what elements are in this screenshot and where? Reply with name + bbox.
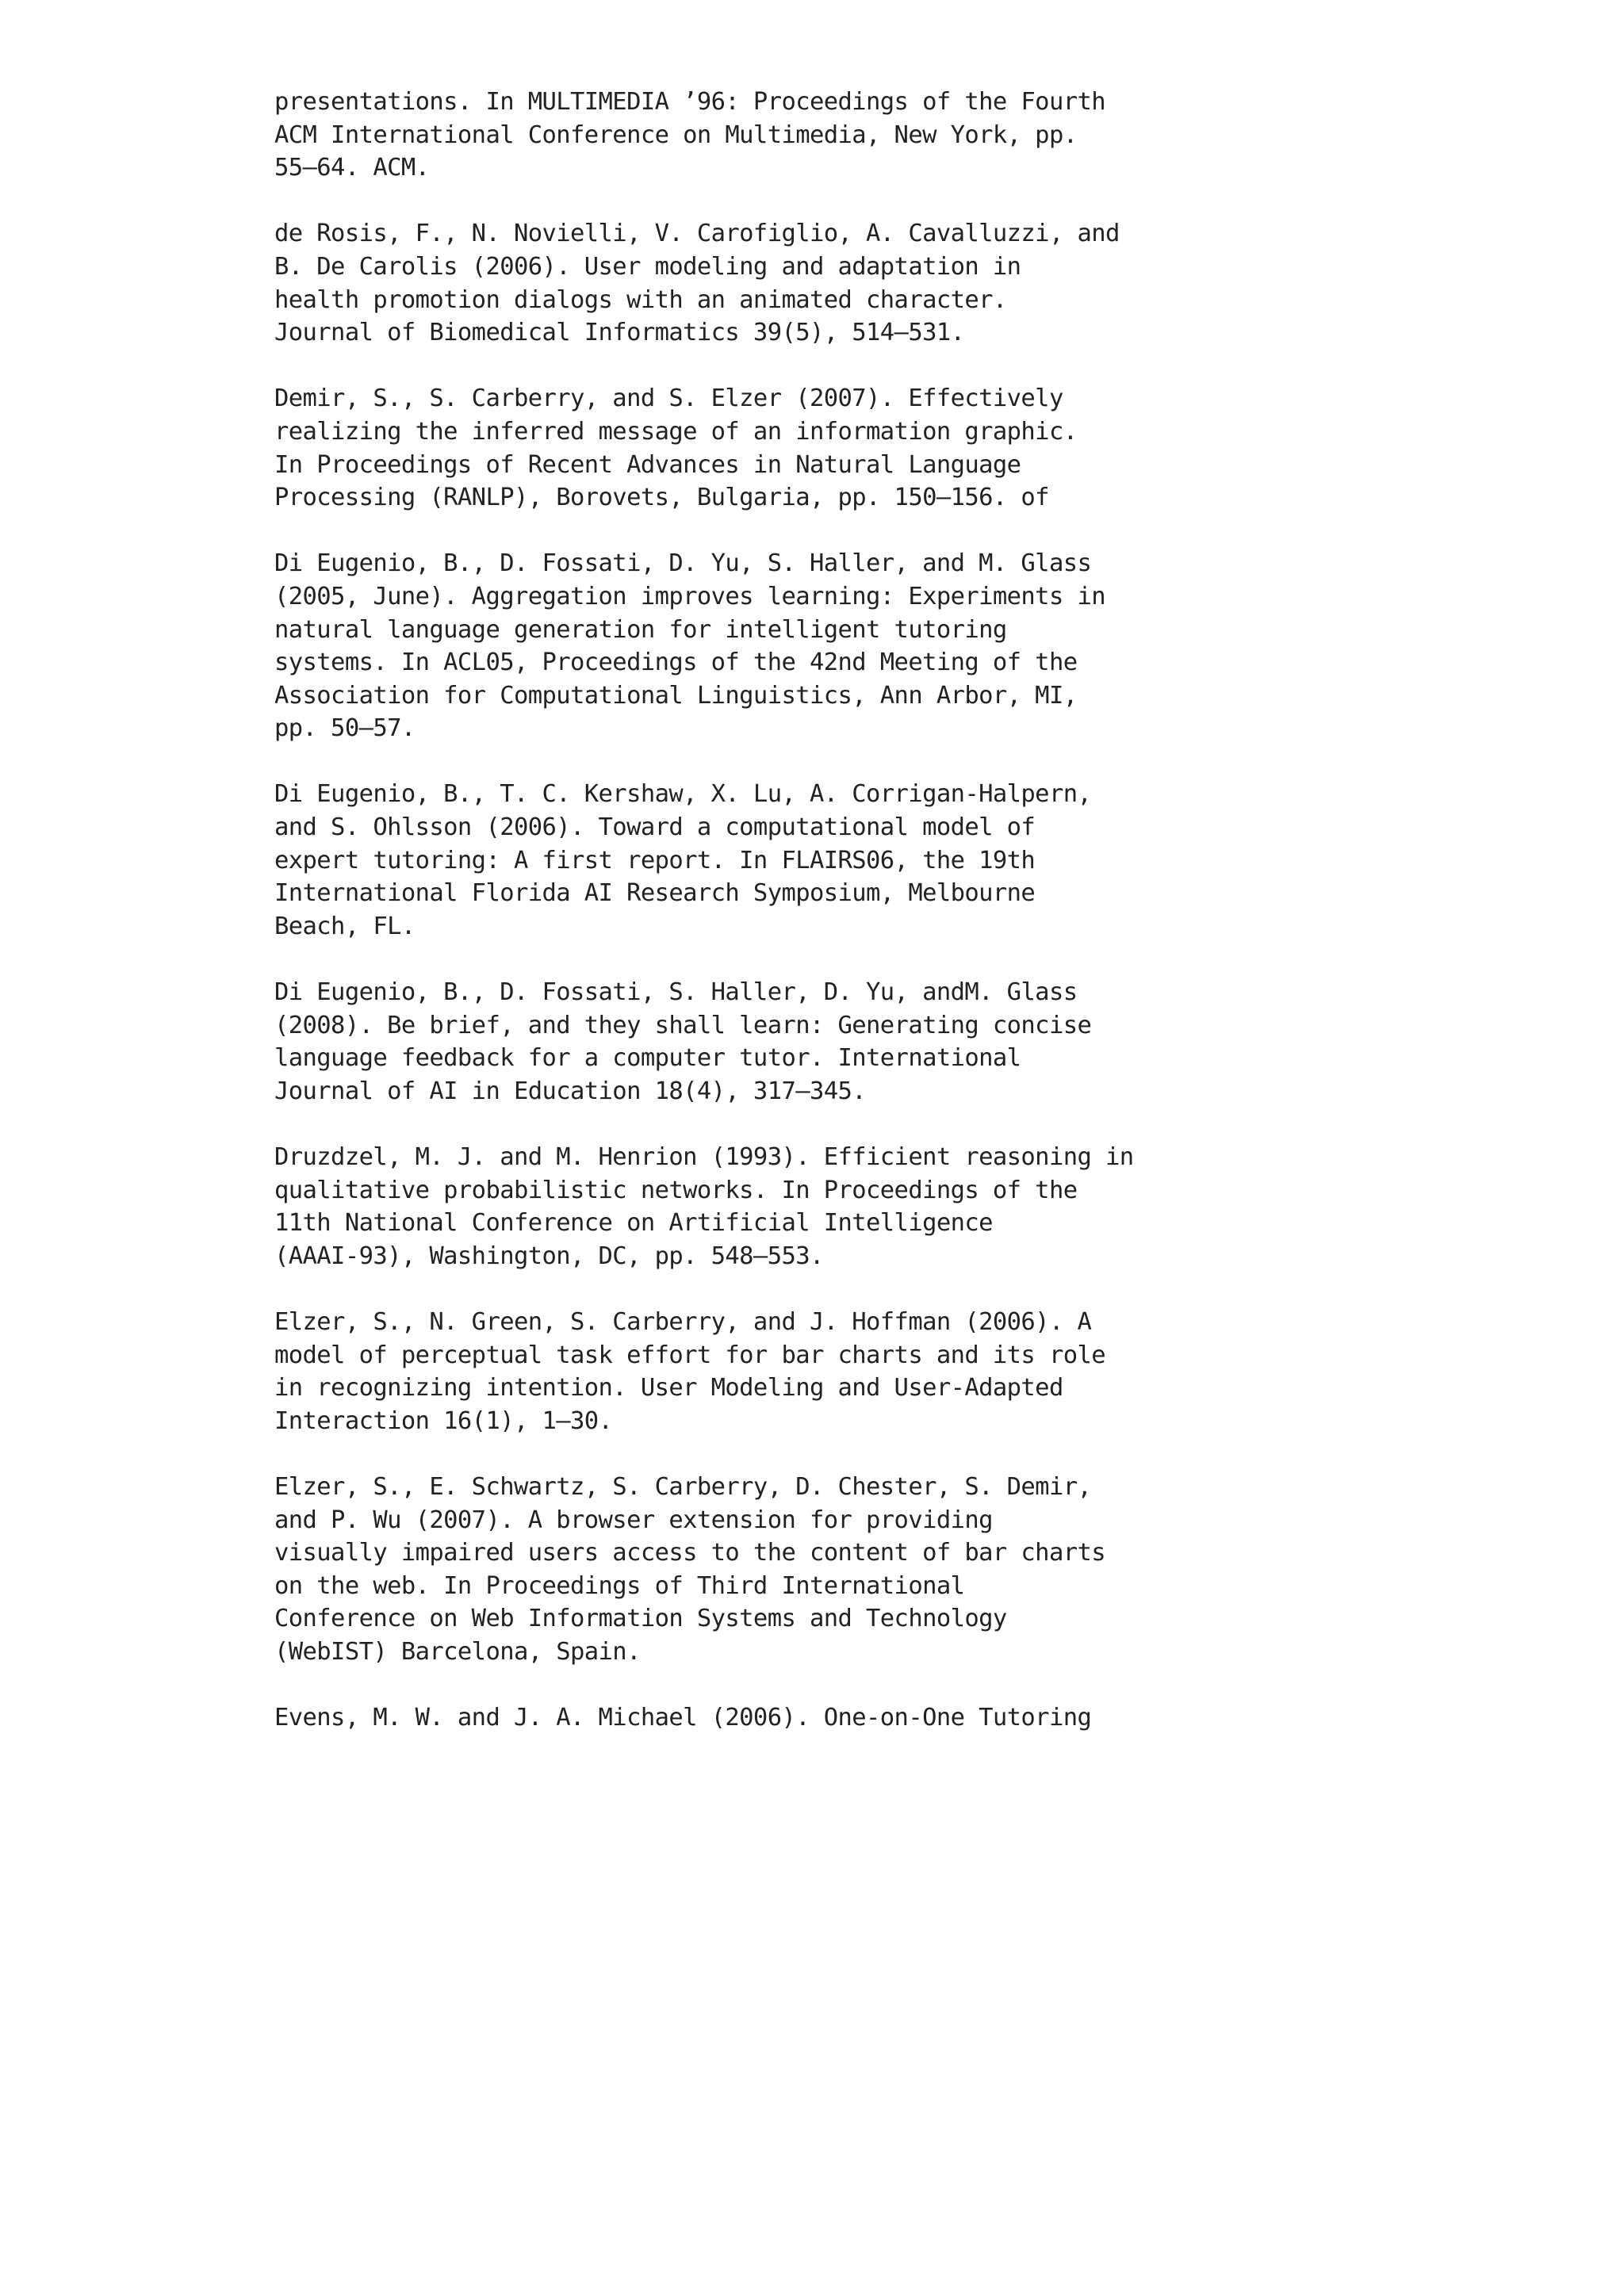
reference-line: (AAAI-93), Washington, DC, pp. 548–553. bbox=[274, 1242, 824, 1270]
reference-list bbox=[274, 86, 1147, 1767]
reference-line: International Florida AI Research Symposium, Melbourne bbox=[274, 879, 1036, 908]
reference-line: (WebIST) Barcelona, Spain. bbox=[274, 1637, 641, 1666]
reference-line: Di Eugenio, B., D. Fossati, S. Haller, D. Yu, andM. Glass bbox=[274, 978, 1078, 1007]
reference-line: Di Eugenio, B., T. C. Kershaw, X. Lu, A. Corrigan-Halpern, bbox=[274, 780, 1092, 809]
reference-line: natural language generation for intelligent tutoring bbox=[274, 615, 1007, 644]
reference-line: B. De Carolis (2006). User modeling and adaptation in bbox=[274, 252, 1021, 281]
reference-line: Association for Computational Linguistics, Ann Arbor, MI, bbox=[274, 681, 1078, 710]
reference-line: health promotion dialogs with an animated character. bbox=[274, 285, 1007, 314]
reference-line: Elzer, S., N. Green, S. Carberry, and J. Hoffman (2006). A bbox=[274, 1307, 1092, 1336]
reference-line: expert tutoring: A first report. In FLAIRS06, the 19th bbox=[274, 846, 1036, 874]
reference-line: Interaction 16(1), 1–30. bbox=[274, 1406, 613, 1435]
reference-line: 11th National Conference on Artificial Intelligence bbox=[274, 1209, 993, 1238]
reference-line: Elzer, S., E. Schwartz, S. Carberry, D. Chester, S. Demir, bbox=[274, 1472, 1092, 1501]
reference-line: Di Eugenio, B., D. Fossati, D. Yu, S. Haller, and M. Glass bbox=[274, 549, 1092, 578]
reference-entry bbox=[274, 778, 1147, 943]
reference-line: and P. Wu (2007). A browser extension for providing bbox=[274, 1506, 993, 1534]
reference-line: and S. Ohlsson (2006). Toward a computational model of bbox=[274, 813, 1036, 842]
reference-line: presentations. In MULTIMEDIA ’96: Proceedings of the Fourth bbox=[274, 88, 1105, 116]
reference-line: Journal of Biomedical Informatics 39(5), 514–531. bbox=[274, 319, 965, 347]
reference-line: qualitative probabilistic networks. In Proceedings of the bbox=[274, 1176, 1078, 1204]
reference-entry bbox=[274, 1306, 1147, 1437]
reference-line: 55–64. ACM. bbox=[274, 154, 430, 182]
reference-line: model of perceptual task effort for bar charts and its role bbox=[274, 1341, 1105, 1369]
reference-line: systems. In ACL05, Proceedings of the 42nd Meeting of the bbox=[274, 649, 1078, 677]
reference-line: Evens, M. W. and J. A. Michael (2006). One-on-One Tutoring bbox=[274, 1704, 1092, 1732]
reference-entry bbox=[274, 547, 1147, 745]
reference-line: Beach, FL. bbox=[274, 912, 416, 940]
reference-line: in recognizing intention. User Modeling and User-Adapted bbox=[274, 1374, 1063, 1402]
reference-entry bbox=[274, 1471, 1147, 1669]
reference-line: In Proceedings of Recent Advances in Natural Language bbox=[274, 450, 1021, 479]
reference-entry bbox=[274, 217, 1147, 349]
reference-line: language feedback for a computer tutor. International bbox=[274, 1044, 1021, 1073]
reference-line: realizing the inferred message of an information graphic. bbox=[274, 417, 1078, 446]
reference-line: pp. 50–57. bbox=[274, 714, 416, 743]
reference-entry bbox=[274, 976, 1147, 1108]
reference-entry bbox=[274, 1141, 1147, 1272]
reference-line: Druzdzel, M. J. and M. Henrion (1993). Efficient reasoning in bbox=[274, 1143, 1134, 1171]
reference-entry bbox=[274, 382, 1147, 514]
reference-line: on the web. In Proceedings of Third International bbox=[274, 1571, 965, 1600]
reference-line: Processing (RANLP), Borovets, Bulgaria, pp. 150–156. of bbox=[274, 484, 1049, 512]
reference-line: de Rosis, F., N. Novielli, V. Carofiglio, A. Cavalluzzi, and bbox=[274, 220, 1120, 248]
reference-entry bbox=[274, 86, 1147, 185]
reference-line: (2008). Be brief, and they shall learn: Generating concise bbox=[274, 1011, 1092, 1039]
reference-line: Conference on Web Information Systems and Technology bbox=[274, 1605, 1007, 1633]
reference-line: Demir, S., S. Carberry, and S. Elzer (2007). Effectively bbox=[274, 385, 1063, 413]
reference-entry bbox=[274, 1701, 1147, 1735]
reference-line: Journal of AI in Education 18(4), 317–345. bbox=[274, 1077, 867, 1105]
reference-line: ACM International Conference on Multimedia, New York, pp. bbox=[274, 121, 1078, 149]
reference-line: (2005, June). Aggregation improves learning: Experiments in bbox=[274, 582, 1105, 610]
reference-line: visually impaired users access to the content of bar charts bbox=[274, 1539, 1105, 1567]
